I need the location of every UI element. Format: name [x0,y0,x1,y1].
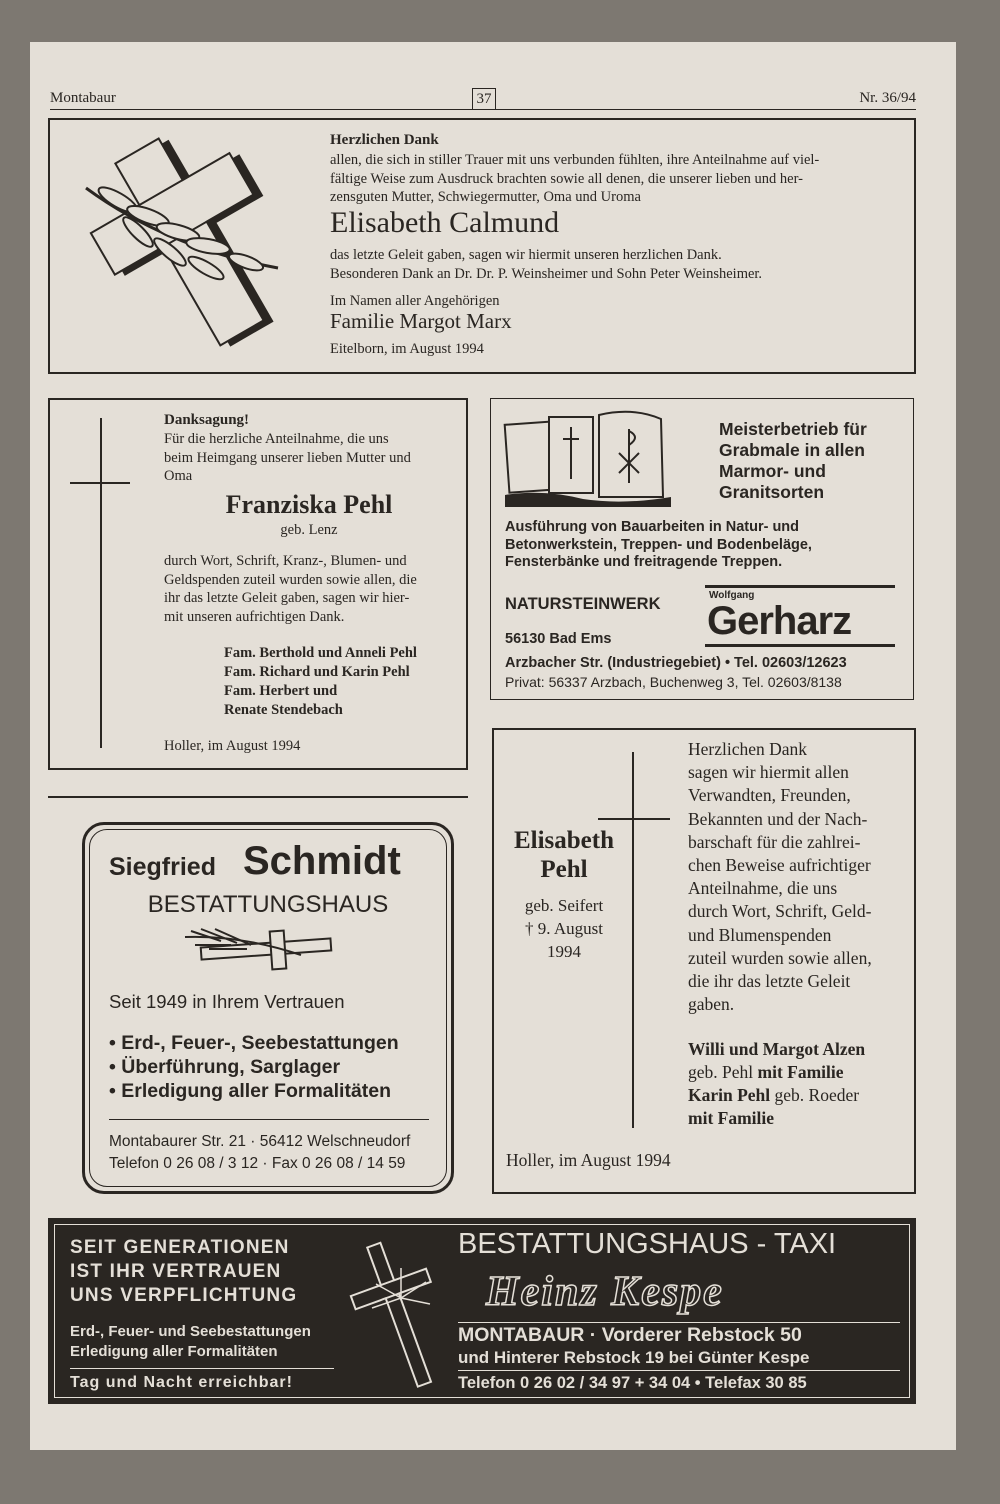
calmund-body-line: fältige Weise zum Ausdruck brachten sowie all denen, die unserer lieben und her- [330,170,803,187]
gerharz-title-line: Granitsorten [719,482,825,502]
schmidt-rule [109,1119,429,1120]
elisabeth-pehl-text-line: chen Beweise aufrichtiger [688,855,871,876]
schmidt-service-line: • Erledigung aller Formalitäten [109,1080,392,1102]
notice-franziska-pehl [48,398,468,770]
gerharz-service-line: Fensterbänke und freitragende Treppen. [505,554,783,570]
schmidt-phone: Telefon 0 26 08 / 3 12 · Fax 0 26 08 / 14 59 [109,1155,406,1172]
calmund-name: Elisabeth Calmund [330,206,560,239]
gerharz-city: 56130 Bad Ems [505,631,612,647]
kespe-service-line: Erd-, Feuer- und Seebestattungen [70,1323,311,1340]
kespe-name: Heinz Kespe [486,1269,724,1315]
cross-bar [598,818,670,820]
franziska-heading: Danksagung! [164,412,250,428]
gerharz-service-line: Ausführung von Bauarbeiten in Natur- und [505,519,800,535]
elisabeth-pehl-family-part: geb. Roeder [770,1085,860,1105]
gravestones-icon [503,409,673,509]
header-town: Montabaur [50,90,116,106]
gerharz-title [719,419,867,503]
kespe-slogan-line: IST IHR VERTRAUEN [70,1261,282,1282]
ad-gerharz [490,398,914,700]
elisabeth-pehl-families [688,1038,865,1130]
kespe-title: BESTATTUNGSHAUS - TAXI [458,1228,837,1260]
calmund-heading: Herzlichen Dank [330,132,439,148]
kespe-services [70,1322,311,1362]
column-divider [48,796,468,798]
elisabeth-pehl-born: geb. Seifert [524,896,604,915]
elisabeth-pehl-text-line: sagen wir hiermit allen [688,762,849,783]
franziska-body [164,552,417,626]
franziska-body-line: durch Wort, Schrift, Kranz-, Blumen- und [164,553,407,569]
elisabeth-pehl-name [494,826,634,884]
calmund-family: Familie Margot Marx [330,309,512,333]
kespe-address-1: MONTABAUR · Vorderer Rebstock 50 [458,1324,802,1346]
franziska-family-line: Fam. Herbert und [224,683,338,699]
calmund-after-line: Besonderen Dank an Dr. Dr. P. Weinsheimer und Sohn Peter Weinsheimer. [330,265,763,282]
elisabeth-pehl-name-line: Elisabeth [513,827,615,854]
elisabeth-pehl-text-line: Herzlichen Dank [688,739,808,759]
franziska-intro-line: beim Heimgang unserer lieben Mutter und [164,449,411,466]
notice-elisabeth-pehl [492,728,916,1194]
elisabeth-pehl-family-line: mit Familie [688,1108,775,1128]
elisabeth-pehl-year: 1994 [547,942,581,961]
gerharz-private: Privat: 56337 Arzbach, Buchenweg 3, Tel. 02603/8138 [505,674,842,690]
elisabeth-pehl-family-line [688,1084,865,1107]
gerharz-address: Arzbacher Str. (Industriegebiet) • Tel. 02603/12623 [505,655,847,671]
ad-schmidt [82,822,454,1194]
notice-calmund [48,118,916,374]
calmund-place-date: Eitelborn, im August 1994 [330,341,484,357]
kespe-service-line: Erledigung aller Formalitäten [70,1343,278,1360]
kespe-slogan-line: SEIT GENERATIONEN [70,1237,290,1258]
cross-icon [346,1234,456,1394]
elisabeth-pehl-text-line: durch Wort, Schrift, Geld- [688,901,872,922]
header-issue: Nr. 36/94 [859,90,916,106]
newspaper-page [30,42,956,1450]
cross-icon [100,418,102,748]
elisabeth-pehl-text-line: Verwandten, Freunden, [688,785,851,806]
gerharz-title-line: Marmor- und [719,461,826,481]
calmund-on-behalf: Im Namen aller Angehörigen [330,293,500,309]
elisabeth-pehl-family-part: geb. Pehl [688,1062,758,1082]
elisabeth-pehl-text-line: und Blumenspenden [688,924,832,945]
franziska-place-date: Holler, im August 1994 [164,738,301,754]
elisabeth-pehl-text [688,738,872,1016]
gerharz-company: NATURSTEINWERK [505,595,661,613]
calmund-body-line: allen, die sich in stiller Trauer mit uns verbunden fühlten, ihre Anteilnahme auf viel- [330,152,820,168]
elisabeth-pehl-name-line: Pehl [540,856,588,883]
elisabeth-pehl-text-line: gaben. [688,994,735,1015]
elisabeth-pehl-family-part: mit Familie [757,1062,844,1082]
elisabeth-pehl-family-part: Karin Pehl [688,1085,771,1105]
franziska-family-line: Fam. Berthold und Anneli Pehl [224,645,417,661]
elisabeth-pehl-text-line: Anteilnahme, die uns [688,878,838,899]
schmidt-service-line: • Überführung, Sarglager [109,1056,341,1078]
schmidt-subtitle: BESTATTUNGSHAUS [147,891,389,918]
franziska-intro [164,430,411,486]
schmidt-address: Montabaurer Str. 21 · 56412 Welschneudorf [109,1133,411,1150]
franziska-intro-line: Für die herzliche Anteilnahme, die uns [164,431,389,447]
schmidt-first-name: Siegfried [109,853,216,881]
franziska-body-line: ihr das letzte Geleit gaben, sagen wir hier- [164,590,410,606]
kespe-rule [458,1370,900,1371]
ad-kespe [48,1218,916,1404]
gerharz-services [505,519,812,572]
kespe-address-2: und Hinterer Rebstock 19 bei Günter Kespe [458,1348,810,1367]
elisabeth-pehl-text-line: barschaft für die zahlrei- [688,831,861,852]
elisabeth-pehl-dates [494,894,634,963]
gerharz-service-line: Betonwerkstein, Treppen- und Bodenbeläge, [505,536,812,553]
kespe-phone: Telefon 0 26 02 / 34 97 + 34 04 • Telefax 30 85 [458,1374,807,1392]
franziska-born: geb. Lenz [280,522,338,538]
cross-palm-icon [181,925,341,975]
elisabeth-pehl-text-line: zuteil wurden sowie allen, [688,947,872,968]
elisabeth-pehl-text-line: Bekannten und der Nach- [688,808,868,829]
schmidt-surname: Schmidt [243,839,401,883]
gerharz-logo-surname: Gerharz [707,599,852,643]
elisabeth-pehl-died: † 9. August [525,919,603,938]
franziska-family-line: Fam. Richard und Karin Pehl [224,664,410,680]
header-rule [50,109,916,110]
franziska-family-line: Renate Stendebach [224,702,343,718]
gerharz-logo-first-name: Wolfgang [709,590,755,601]
calmund-after-line: das letzte Geleit gaben, sagen wir hiermit unseren herzlichen Dank. [330,247,722,263]
schmidt-contact [109,1131,410,1175]
franziska-intro-line: Oma [164,468,193,484]
gerharz-title-line: Grabmale in allen [719,440,865,460]
elisabeth-pehl-family-line [688,1061,865,1084]
kespe-rule [70,1368,334,1369]
gerharz-logo [705,585,895,647]
elisabeth-pehl-text-line: die ihr das letzte Geleit [688,971,851,992]
franziska-body-line: Geldspenden zuteil wurden sowie allen, die [164,571,417,588]
gerharz-title-line: Meisterbetrieb für [719,419,867,439]
schmidt-since: Seit 1949 in Ihrem Vertrauen [109,991,345,1012]
kespe-slogan-line: UNS VERPFLICHTUNG [70,1285,298,1306]
kespe-rule [458,1322,900,1323]
elisabeth-pehl-place-date: Holler, im August 1994 [506,1150,671,1170]
schmidt-service-line: • Erd-, Feuer-, Seebestattungen [109,1032,399,1054]
header-page-number: 37 [472,88,496,110]
calmund-body-line: zensguten Mutter, Schwiegermutter, Oma und Uroma [330,189,641,205]
schmidt-services [109,1031,399,1103]
kespe-availability: Tag und Nacht erreichbar! [70,1374,293,1391]
elisabeth-pehl-family-line: Willi und Margot Alzen [688,1039,866,1059]
franziska-name: Franziska Pehl [225,490,393,519]
cross-palm-icon [78,128,308,368]
kespe-slogan [70,1236,297,1308]
calmund-body [330,151,819,207]
franziska-body-line: mit unseren aufrichtigen Dank. [164,608,345,625]
franziska-families [224,644,417,720]
calmund-after [330,246,762,283]
cross-bar [70,482,130,484]
